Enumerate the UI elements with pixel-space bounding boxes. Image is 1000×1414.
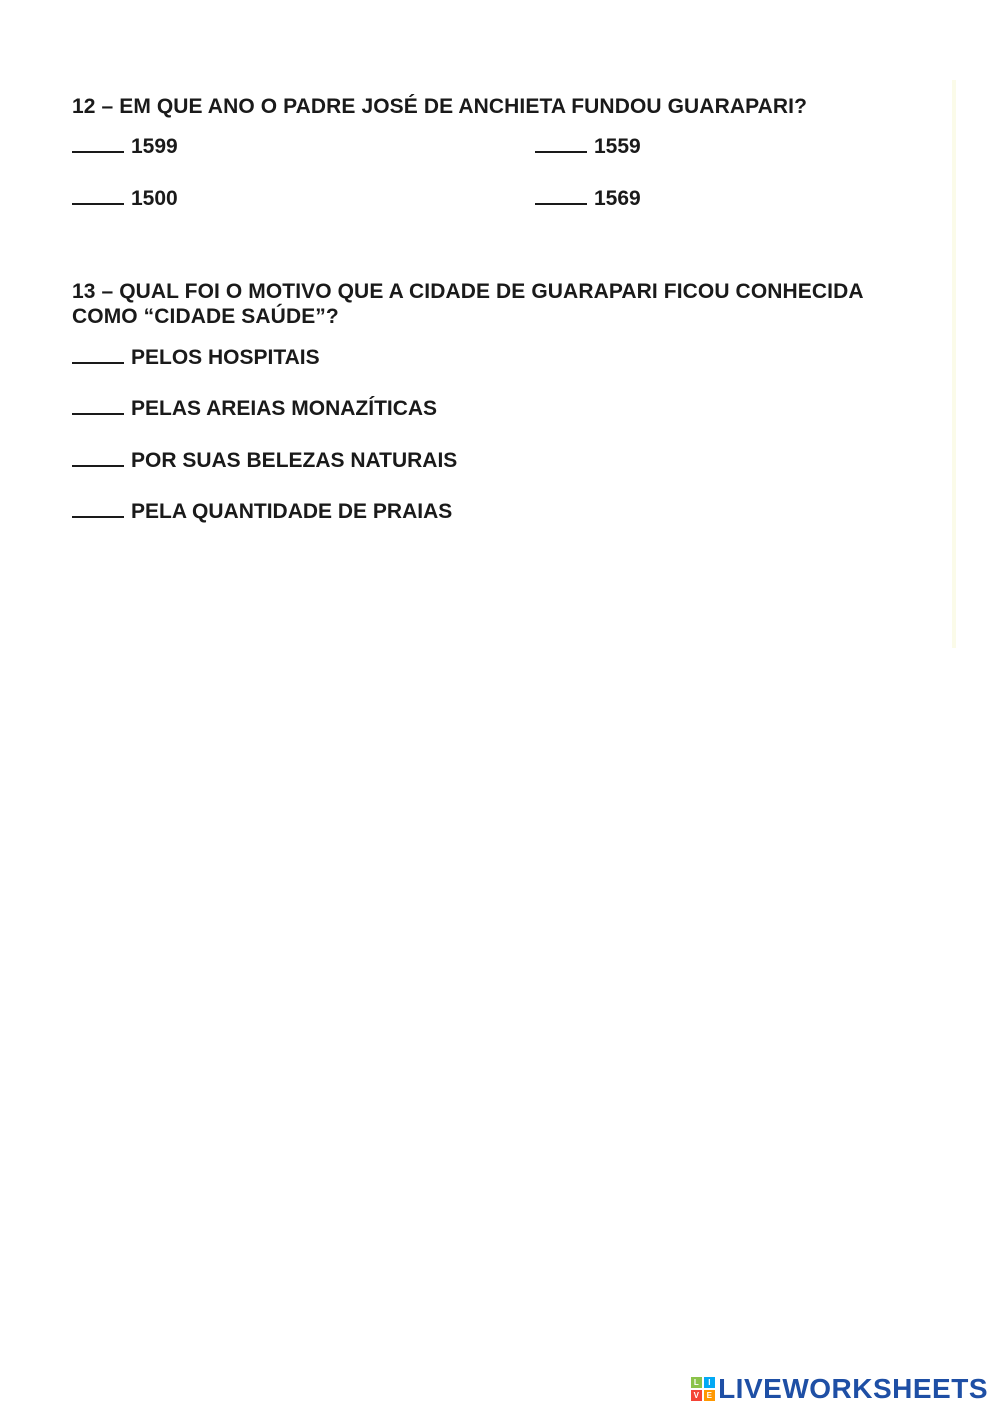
q12-option-1599 xyxy=(72,134,178,160)
logo-square: I xyxy=(704,1377,715,1388)
question-12-text: 12 – EM QUE ANO O PADRE JOSÉ DE ANCHIETA FUNDOU GUARAPARI? xyxy=(72,95,808,118)
logo-square: L xyxy=(691,1377,702,1388)
option-label: PELAS AREIAS MONAZÍTICAS xyxy=(131,397,438,420)
liveworksheets-logo xyxy=(691,1373,988,1405)
answer-blank[interactable] xyxy=(72,135,124,153)
logo-square: E xyxy=(704,1390,715,1401)
answer-blank[interactable] xyxy=(72,449,124,467)
page-edge-stripe xyxy=(952,80,956,648)
answer-blank[interactable] xyxy=(535,135,587,153)
option-label: 1599 xyxy=(131,135,178,158)
q12-option-1559 xyxy=(535,134,641,160)
answer-blank[interactable] xyxy=(72,187,124,205)
q13-option-hospitais xyxy=(72,345,320,371)
option-label: POR SUAS BELEZAS NATURAIS xyxy=(131,449,458,472)
answer-blank[interactable] xyxy=(72,346,124,364)
question-13-text xyxy=(72,279,952,329)
option-label: 1569 xyxy=(594,187,641,210)
q12-option-1500 xyxy=(72,186,178,212)
option-label: PELA QUANTIDADE DE PRAIAS xyxy=(131,500,453,523)
option-label: 1559 xyxy=(594,135,641,158)
q13-option-areias xyxy=(72,396,437,422)
q12-option-1569 xyxy=(535,186,641,212)
option-label: 1500 xyxy=(131,187,178,210)
q13-option-belezas xyxy=(72,448,457,474)
question-13-line-1: 13 – QUAL FOI O MOTIVO QUE A CIDADE DE GUARAPARI FICOU CONHECIDA xyxy=(72,280,864,303)
answer-blank[interactable] xyxy=(72,397,124,415)
answer-blank[interactable] xyxy=(72,500,124,518)
question-13-line-2: COMO “CIDADE SAÚDE”? xyxy=(72,305,339,328)
answer-blank[interactable] xyxy=(535,187,587,205)
logo-text: LIVEWORKSHEETS xyxy=(718,1373,988,1404)
option-label: PELOS HOSPITAIS xyxy=(131,346,320,369)
q13-option-praias xyxy=(72,499,452,525)
logo-squares-icon xyxy=(691,1377,715,1401)
logo-square: V xyxy=(691,1390,702,1401)
